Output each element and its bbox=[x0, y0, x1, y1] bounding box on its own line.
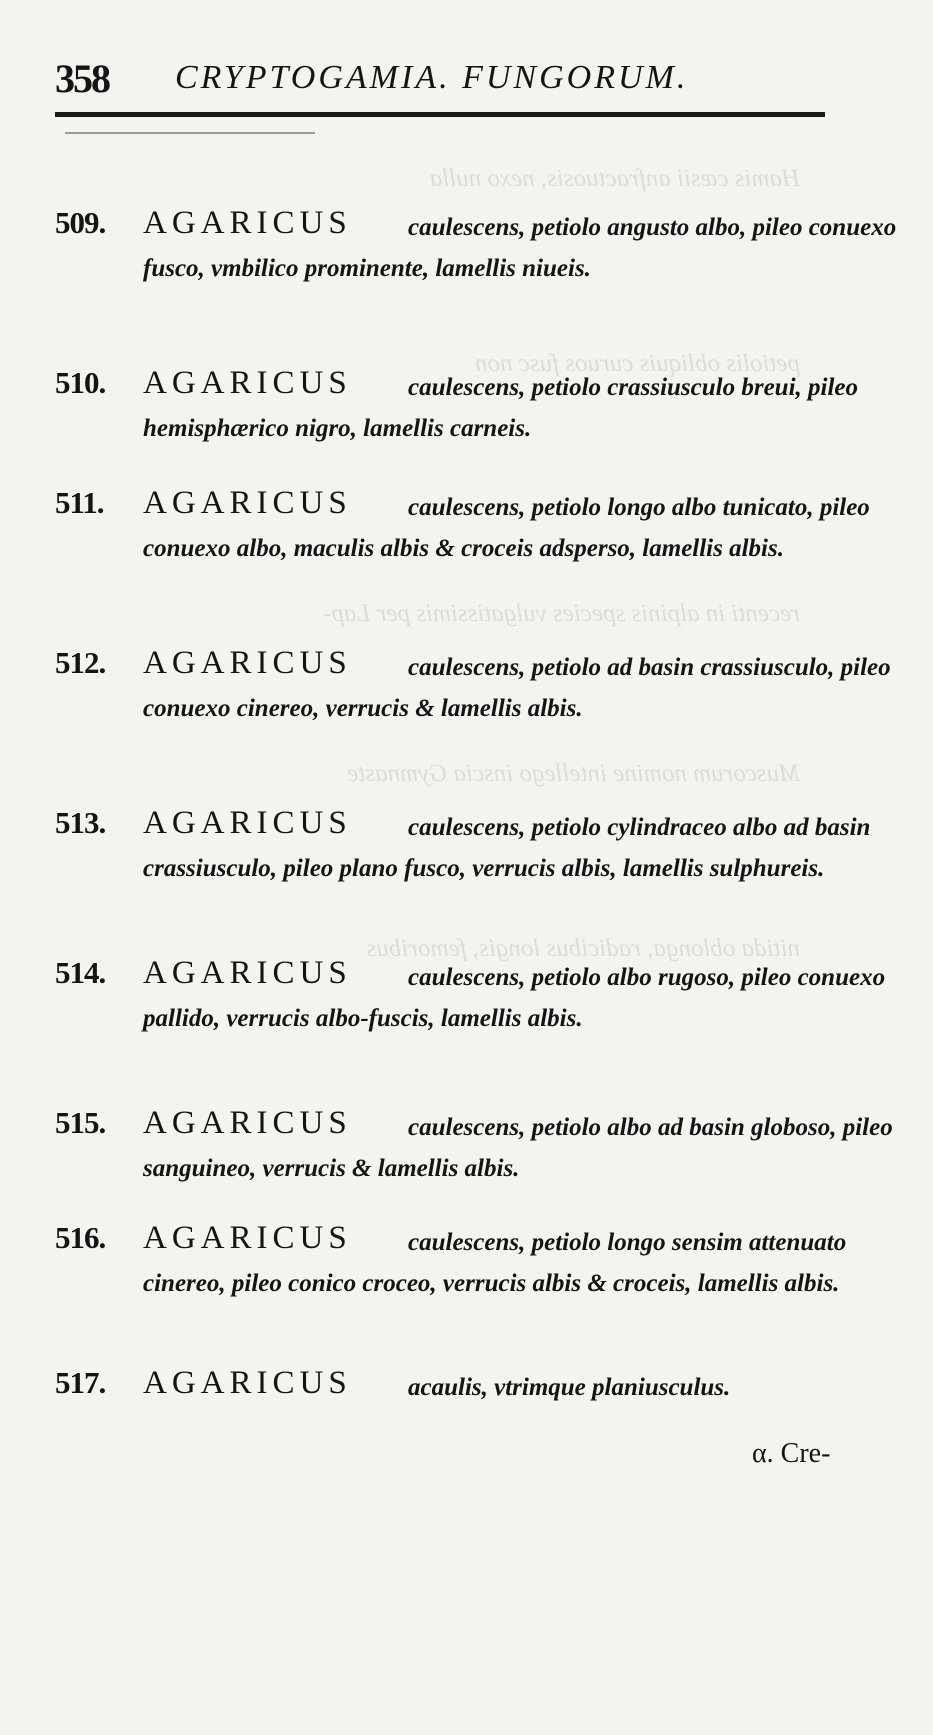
bleed-through: Hamis cæsii anfractuosis, nexo nulla bbox=[429, 165, 800, 192]
bleed-through: recenti in alpinis species vulgatissimis per Lap- bbox=[323, 600, 800, 627]
bleed-through: petiolis obliquis curuos fusc non bbox=[475, 350, 800, 377]
entry-description: caulescens, petiolo albo rugoso, pileo conuexo pallido, verrucis albo-fuscis, lamellis albis. bbox=[143, 964, 886, 1032]
genus-name: AGARICUS bbox=[143, 645, 352, 681]
entry-number: 509. bbox=[55, 205, 106, 240]
entry-number: 515. bbox=[55, 1105, 106, 1140]
header-rule bbox=[55, 112, 825, 117]
running-title: CRYPTOGAMIA. FUNGORUM. bbox=[175, 59, 689, 96]
entry-number: 510. bbox=[55, 365, 106, 400]
entry-number: 511. bbox=[55, 485, 104, 520]
genus-name: AGARICUS bbox=[143, 1105, 352, 1141]
running-header bbox=[55, 55, 825, 105]
entry-description: caulescens, petiolo albo ad basin globoso, pileo sanguineo, verrucis & lamellis albis. bbox=[143, 1114, 893, 1182]
genus-name: AGARICUS bbox=[143, 1220, 352, 1256]
genus-name: AGARICUS bbox=[143, 805, 352, 841]
entry-number: 512. bbox=[55, 645, 106, 680]
entry-description: caulescens, petiolo ad basin crassiusculo, pileo conuexo cinereo, verrucis & lamellis albis. bbox=[143, 654, 891, 722]
page-number: 358 bbox=[55, 56, 109, 101]
entry-description: caulescens, petiolo cylindraceo albo ad basin crassiusculo, pileo plano fusco, verrucis albis, lamellis sulphureis. bbox=[143, 814, 871, 882]
entry-description: acaulis, vtrimque planiusculus. bbox=[408, 1374, 731, 1401]
genus-name: AGARICUS bbox=[143, 205, 352, 241]
genus-name: AGARICUS bbox=[143, 1365, 352, 1401]
entry-description: caulescens, petiolo longo albo tunicato, pileo conuexo albo, maculis albis & croceis adsperso, lamellis albis. bbox=[143, 494, 870, 562]
entry-number: 517. bbox=[55, 1365, 106, 1400]
bleed-through: nitida oblonga, radicibus longis, femoribus bbox=[366, 935, 800, 962]
catchword: α. Cre- bbox=[752, 1438, 831, 1469]
entry-description: caulescens, petiolo angusto albo, pileo conuexo fusco, vmbilico prominente, lamellis niueis. bbox=[143, 214, 897, 282]
genus-name: AGARICUS bbox=[143, 485, 352, 521]
genus-name: AGARICUS bbox=[143, 955, 352, 991]
entry-description: caulescens, petiolo crassiusculo breui, pileo hemisphærico nigro, lamellis carneis. bbox=[143, 374, 858, 442]
header-rule-secondary bbox=[65, 132, 315, 134]
genus-name: AGARICUS bbox=[143, 365, 352, 401]
entry-description: caulescens, petiolo longo sensim attenuato cinereo, pileo conico croceo, verrucis albis & croceis, lamellis albis. bbox=[143, 1229, 847, 1297]
entry-number: 516. bbox=[55, 1220, 106, 1255]
entry-number: 513. bbox=[55, 805, 106, 840]
entry-number: 514. bbox=[55, 955, 106, 990]
bleed-through: Muscorum nomine intellego inscia Gymnaste bbox=[347, 760, 800, 787]
